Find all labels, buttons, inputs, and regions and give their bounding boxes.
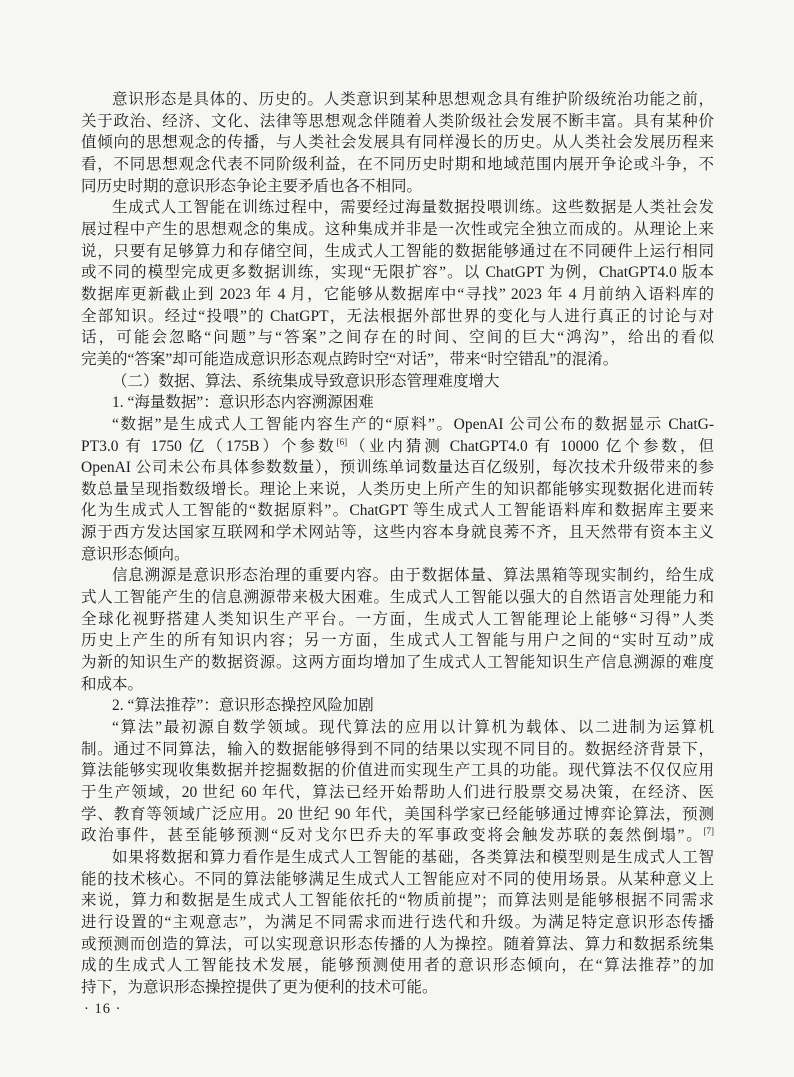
text-line: 为新的知识生产的数据资源。这两方面均增加了生成式人工智能知识生产信息溯源的难度 [81, 654, 714, 672]
text-line: 关于政治、经济、文化、法律等思想观念伴随着人类阶级社会发展不断丰富。具有某种价 [81, 112, 714, 130]
heading-line: （二）数据、算法、系统集成导致意识形态管理难度增大 [112, 372, 500, 390]
page-number: · 16 · [84, 1001, 122, 1017]
text-line: 全部知识。经过“投喂”的 ChatGPT，无法根据外部世界的变化与人进行真正的讨论与对 [81, 307, 714, 325]
text-line: 生成式人工智能在训练过程中，需要经过海量数据投喂训练。这些数据是人类社会发 [112, 199, 714, 217]
text-line: 化为生成式人工智能的“数据原料”。ChatGPT 等生成式人工智能语料库和数据库主要来 [81, 502, 714, 520]
text-line: 源于西方发达国家互联网和学术网站等，这些内容本身就良莠不齐，且天然带有资本主义 [81, 524, 714, 542]
text-line: 来说，算力和数据是生成式人工智能依托的“物质前提”；而算法则是能够根据不同需求 [81, 892, 714, 910]
text-line: “算法”最初源自数学领域。现代算法的应用以计算机为载体、以二进制为运算机 [112, 719, 714, 737]
text-line: “数据”是生成式人工智能内容生产的“原料”。OpenAI 公司公布的数据显示 ChatG- [112, 415, 714, 433]
text-line: 政治事件，甚至能够预测“反对戈尔巴乔夫的军事政变将会触发苏联的轰然倒塌”。[7] [81, 826, 714, 845]
text-line: 完美的“答案”却可能造成意识形态观点跨时空“对话”，带来“时空错乱”的混淆。 [81, 350, 619, 368]
text-line: 和成本。 [81, 675, 144, 693]
text-line: OpenAI 公司未公布具体参数数量），预训练单词数量达百亿级别，每次技术升级带来的参 [81, 459, 714, 477]
text-line: 成的生成式人工智能技术发展，能够预测使用者的意识形态倾向，在“算法推荐”的加 [81, 957, 714, 975]
text-line: 能的技术核心。不同的算法能够满足生成式人工智能应对不同的使用场景。从某种意义上 [81, 870, 714, 888]
text-line: 式人工智能产生的信息溯源带来极大困难。生成式人工智能以强大的自然语言处理能力和 [81, 589, 714, 607]
footnote-ref: [6] [336, 436, 348, 447]
text-line: 或不同的模型完成更多数据训练，实现“无限扩容”。以 ChatGPT 为例，ChatGPT4.0 版本 [81, 264, 714, 282]
document-text-block [81, 89, 714, 999]
text-line: 于生产领域，20 世纪 60 年代，算法已经开始帮助人们进行股票交易决策，在经济、医 [81, 784, 714, 801]
text-line: 说，只要有足够算力和存储空间，生成式人工智能的数据能够通过在不同硬件上运行相同 [81, 242, 714, 260]
text-line: 学、教育等领域广泛应用。20 世纪 90 年代，美国科学家已经能够通过博弈论算法，预测 [81, 805, 714, 823]
text-line: 如果将数据和算力看作是生成式人工智能的基础，各类算法和模型则是生成式人工智 [112, 848, 714, 866]
text-line: PT3.0 有 1750 亿（175B）个参数[6]（业内猜测 ChatGPT4.0 有 10000 亿个参数，但 [81, 436, 714, 455]
text-line: 同历史时期的意识形态争论主要矛盾也各不相同。 [81, 177, 423, 195]
text-line: 全球化视野搭建人类知识生产平台。一方面，生成式人工智能理论上能够“习得”人类 [81, 610, 714, 628]
text-line: 制。通过不同算法，输入的数据能够得到不同的结果以实现不同目的。数据经济背景下， [81, 740, 714, 758]
footnote-ref: [7] [703, 826, 714, 837]
text-line: 或预测而创造的算法，可以实现意识形态传播的人为操控。随着算法、算力和数据系统集 [81, 935, 714, 953]
text-line: 数总量呈现指数级增长。理论上来说，人类历史上所产生的知识都能够实现数据化进而转 [81, 480, 714, 498]
text-line: 算法能够实现收集数据并挖掘数据的价值进而实现生产工具的功能。现代算法不仅仅应用 [81, 762, 714, 780]
text-line: 看，不同思想观念代表不同阶级利益，在不同历史时期和地域范围内展开争论或斗争，不 [81, 155, 714, 173]
text-line: 话，可能会忽略“问题”与“答案”之间存在的时间、空间的巨大“鸿沟”，给出的看似 [81, 329, 714, 347]
heading-line: 1. “海量数据”：意识形态内容溯源困难 [112, 394, 374, 412]
text-line: 意识形态是具体的、历史的。人类意识到某种思想观念具有维护阶级统治功能之前， [112, 91, 714, 108]
text-line: 持下，为意识形态操控提供了更为便利的技术可能。 [81, 978, 438, 996]
text-line: 意识形态倾向。 [81, 545, 190, 563]
text-line: 进行设置的“主观意志”，为满足不同需求而进行迭代和升级。为满足特定意识形态传播 [81, 913, 714, 931]
text-line: 展过程中产生的思想观念的集成。这种集成并非是一次性或完全独立而成的。从理论上来 [81, 220, 714, 238]
text-line: 数据库更新截止到 2023 年 4 月，它能够从数据库中“寻找” 2023 年 4 月前纳入语料库的 [81, 285, 714, 303]
text-line: 历史上产生的所有知识内容；另一方面，生成式人工智能与用户之间的“实时互动”成 [81, 632, 714, 650]
text-line: 值倾向的思想观念的传播，与人类社会发展具有同样漫长的历史。从人类社会发展历程来 [81, 134, 714, 152]
heading-line: 2. “算法推荐”：意识形态操控风险加剧 [112, 697, 374, 715]
text-line: 信息溯源是意识形态治理的重要内容。由于数据体量、算法黑箱等现实制约，给生成 [112, 567, 714, 585]
